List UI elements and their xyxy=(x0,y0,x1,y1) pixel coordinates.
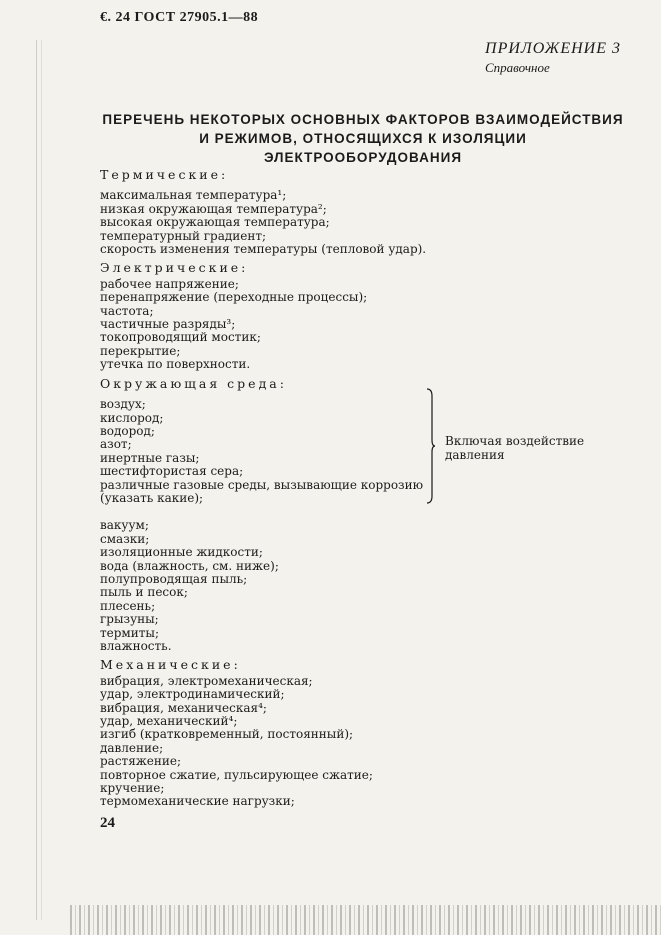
list-item: азот; xyxy=(100,437,132,452)
braced-items xyxy=(100,397,424,505)
section-electrical-title: Электрические: xyxy=(100,260,249,276)
list-item: шестифтористая сера; xyxy=(100,464,244,479)
list-item: высокая окружающая температура; xyxy=(100,215,330,230)
list-item: токопроводящий мостик; xyxy=(100,330,261,345)
list-item: вода (влажность, см. ниже); xyxy=(100,558,279,573)
section-electrical-items xyxy=(100,278,640,372)
list-item: вакуум; xyxy=(100,518,149,533)
scan-edge xyxy=(70,905,661,935)
page-number: 24 xyxy=(100,815,115,831)
appendix-subtitle: Справочное xyxy=(485,60,550,75)
list-item: водород; xyxy=(100,423,155,438)
list-item: пыль и песок; xyxy=(100,585,188,600)
list-item: плесень; xyxy=(100,598,156,613)
list-item: полупроводящая пыль; xyxy=(100,571,248,586)
list-item: удар, электродинамический; xyxy=(100,687,285,702)
appendix-title: ПРИЛОЖЕНИЕ 3 xyxy=(485,40,621,57)
list-item: изоляционные жидкости; xyxy=(100,545,263,560)
environment-braced-group xyxy=(100,398,640,505)
list-item: изгиб (кратковременный, постоянный); xyxy=(100,727,354,742)
list-item: влажность. xyxy=(100,639,172,653)
list-item: частичные разряды³; xyxy=(100,317,236,332)
list-item: термиты; xyxy=(100,625,159,640)
list-item: вибрация, механическая⁴; xyxy=(100,700,267,715)
title-line-2: И РЕЖИМОВ, ОТНОСЯЩИХСЯ К ИЗОЛЯЦИИ ЭЛЕКТРООБОРУДОВАНИЯ xyxy=(199,131,527,165)
list-item: температурный градиент; xyxy=(100,228,267,243)
list-item: утечка по поверхности. xyxy=(100,357,251,372)
section-thermal-title: Термические: xyxy=(100,167,229,182)
list-item: кручение; xyxy=(100,781,165,796)
list-item: перенапряжение (переходные процессы); xyxy=(100,290,368,305)
binding-edge xyxy=(30,40,48,920)
list-item: перекрытие; xyxy=(100,343,181,358)
list-item: воздух; xyxy=(100,397,146,412)
list-item: термомеханические нагрузки; xyxy=(100,794,295,809)
list-item: скорость изменения температуры (тепловой удар). xyxy=(100,242,427,257)
list-item: повторное сжатие, пульсирующее сжатие; xyxy=(100,767,373,782)
list-item: смазки; xyxy=(100,531,150,546)
right-brace-icon xyxy=(426,388,436,504)
list-item: (указать какие); xyxy=(100,490,204,505)
title-line-1: ПЕРЕЧЕНЬ НЕКОТОРЫХ ОСНОВНЫХ ФАКТОРОВ ВЗАИМОДЕЙСТВИЯ xyxy=(102,112,624,127)
list-item: вибрация, электромеханическая; xyxy=(100,673,313,688)
document-title xyxy=(98,110,628,167)
section-mechanical-title: Механические: xyxy=(100,657,241,673)
section-environment-other-items xyxy=(100,519,640,653)
factor-list xyxy=(100,168,640,809)
list-item: удар, механический⁴; xyxy=(100,714,238,729)
list-item: грызуны; xyxy=(100,612,159,627)
list-item: давление; xyxy=(100,740,164,755)
appendix-label xyxy=(485,40,621,76)
section-thermal-items xyxy=(100,189,640,256)
page-header: €. 24 ГОСТ 27905.1—88 xyxy=(100,10,259,25)
list-item: рабочее напряжение; xyxy=(100,276,239,291)
section-mechanical-items xyxy=(100,675,640,809)
section-environment-title: Окружающая среда: xyxy=(100,375,287,391)
list-item: частота; xyxy=(100,303,154,318)
list-item: различные газовые среды, вызывающие коррозию xyxy=(100,477,424,492)
brace-note: Включая воздействие давления xyxy=(445,434,585,463)
list-item: инертные газы; xyxy=(100,450,200,465)
list-item: растяжение; xyxy=(100,754,182,769)
list-item: кислород; xyxy=(100,410,164,425)
list-item: максимальная температура¹; xyxy=(100,188,287,203)
list-item: низкая окружающая температура²; xyxy=(100,201,327,216)
